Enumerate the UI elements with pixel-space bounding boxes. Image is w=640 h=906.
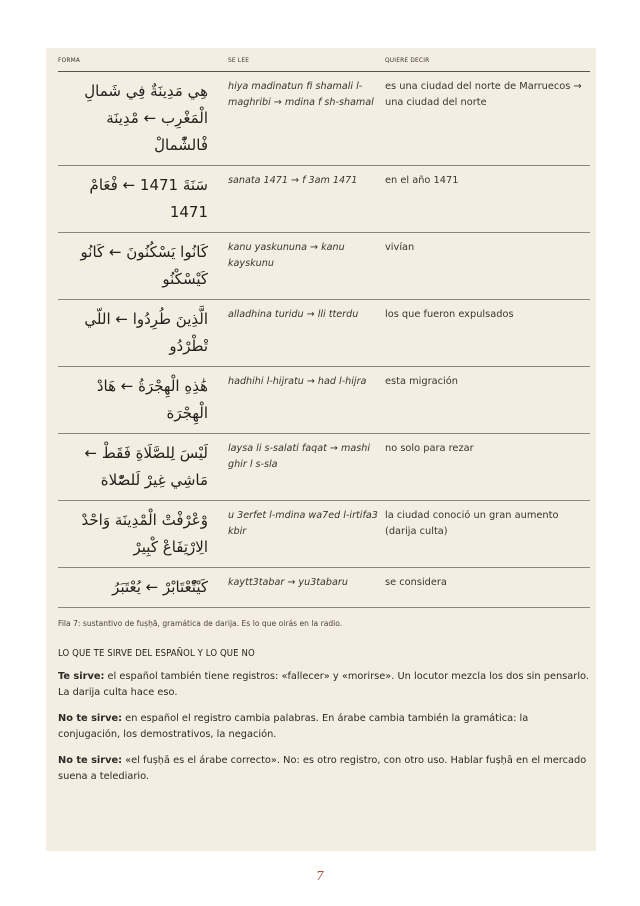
se-lee-cell: sanata 1471 → f 3am 1471 [216,166,385,233]
quiere-decir-cell: vivían [385,233,590,300]
paragraph-text: «el fuṣḥā es el árabe correcto». No: es otro registro, con otro uso. Hablar fuṣḥā en el mercado suena a telediario. [58,755,587,782]
paragraph [58,711,590,743]
table-note: Fila 7: sustantivo de fuṣḥā, gramática de darija. Es lo que oirás en la radio. [58,619,343,628]
paragraph-text: el español también tiene registros: «fallecer» y «morirse». Un locutor mezcla los dos sin pensarlo. La darija culta hace eso. [58,671,589,698]
table-row [58,434,590,501]
quiere-decir-cell: la ciudad conoció un gran aumento (darija culta) [385,501,590,568]
forma-cell: وْعْرْفْتْ الْمْدِينَة وَاحْدْ الِارْتِفَاعْ كْبِيرْ [58,501,216,568]
forma-cell: هَٰذِهِ الْهِجْرَةُ ← هَادْ الْهِجْرَة [58,367,216,434]
quiere-decir-cell: no solo para rezar [385,434,590,501]
se-lee-cell: laysa li s-salati faqat → mashi ghir l s-sla [216,434,385,501]
paragraph-label: Te sirve: [58,671,105,682]
paragraph-text: en español el registro cambia palabras. En árabe cambia también la gramática: la conjugación, los demostrativos, la negación. [58,713,529,740]
table-row [58,367,590,434]
forma-cell: الَّذِينَ طُرِدُوا ← اللّي تْطْرْدُو [58,300,216,367]
se-lee-cell: alladhina turidu → lli tterdu [216,300,385,367]
quiere-decir-cell: es una ciudad del norte de Marruecos → una ciudad del norte [385,72,590,166]
section-title: LO QUE TE SIRVE DEL ESPAÑOL Y LO QUE NO [58,648,255,659]
quiere-decir-cell: los que fueron expulsados [385,300,590,367]
se-lee-cell: hiya madinatun fi shamali l-maghribi → mdina f sh-shamal [216,72,385,166]
quiere-decir-cell: esta migración [385,367,590,434]
paragraph-label: No te sirve: [58,755,123,766]
forma-cell: كَانُوا يَسْكُنُونَ ← كَانُو كَيْسْكْنُو [58,233,216,300]
content [58,48,590,795]
table-row [58,501,590,568]
quiere-decir-cell: se considera [385,568,590,608]
forma-cell: سَنَةَ 1471 ← فْعَامْ 1471 [58,166,216,233]
forma-cell: كَيْتّْعْتَابْرْ ← يُعْتَبَرُ [58,568,216,608]
register-table [58,48,590,608]
table-row [58,300,590,367]
table-row [58,568,590,608]
page [46,48,596,851]
header-quiere-decir: QUIERE DECIR [385,48,590,72]
paragraph-label: No te sirve: [58,713,123,724]
quiere-decir-cell: en el año 1471 [385,166,590,233]
table-row [58,166,590,233]
header-se-lee: SE LEE [216,48,385,72]
page-number: 7 [316,869,324,883]
paragraph [58,669,590,701]
se-lee-cell: hadhihi l-hijratu → had l-hijra [216,367,385,434]
se-lee-cell: kanu yaskununa → kanu kayskunu [216,233,385,300]
forma-cell: هِي مَدِينَةٌ فِي شَمالِ الْمَغْرِب ← مْدِينَة فْالشّْمالْ [58,72,216,166]
paragraph [58,753,590,785]
table-row [58,72,590,166]
table-header-row [58,48,590,72]
se-lee-cell: u 3erfet l-mdina wa7ed l-irtifa3 kbir [216,501,385,568]
se-lee-cell: kaytt3tabar → yu3tabaru [216,568,385,608]
header-forma: FORMA [58,48,216,72]
forma-cell: لَيْسَ لِلصَّلَاةِ فَقَطْ ← مَاشِي غِيرْ لَلصّْلاة [58,434,216,501]
table-row [58,233,590,300]
